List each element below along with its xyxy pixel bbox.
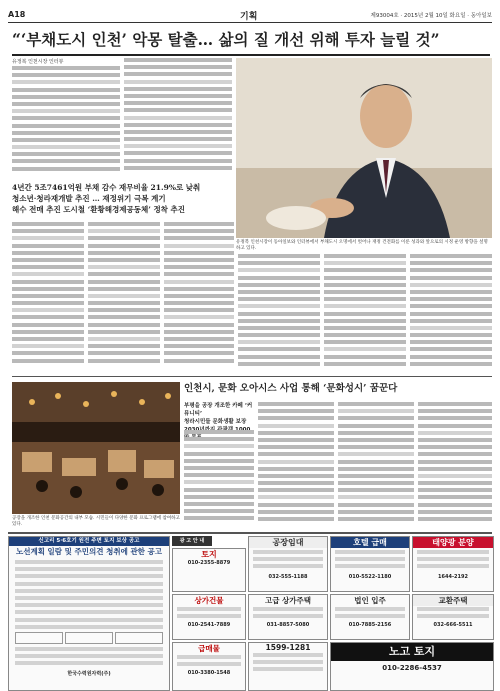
classified-phone: 010-5522-1180 [348, 573, 392, 580]
classified-ad [248, 642, 328, 691]
classified-phone: 010-2355-8879 [187, 560, 231, 566]
section-divider [12, 376, 492, 377]
page-number: A18 [8, 10, 26, 19]
issue-meta: 제93004호 · 2015년 2월 10일 화요일 · 동아일보 [370, 13, 492, 19]
classified-ad [412, 594, 494, 640]
classified-banner: 광 고 안 내 [172, 536, 212, 546]
main-headline: “‘부채도시 인천’ 악몽 탈출… 삶의 질 개선 위해 투자 늘릴 것” [12, 26, 490, 56]
classified-title: 호텔 급매 [331, 537, 409, 548]
culture-space-photo [12, 382, 180, 514]
subhead: 부평을 공장 개조한 카페 ‘커뮤니티’ [184, 403, 253, 417]
classified-title: 교환주택 [413, 595, 493, 606]
subhead: 청라시민들 문화생활 보장 [184, 419, 247, 425]
culture-text-col-4 [418, 402, 492, 530]
classified-title: 급매물 [198, 644, 220, 653]
article-text-col-5 [164, 222, 234, 372]
classified-ad [172, 548, 246, 592]
secondary-headline: 인천시, 문화 오아시스 사업 통해 ‘문화성시’ 꿈꾼다 [184, 383, 398, 394]
classified-ad [330, 536, 410, 592]
article-byline: 유정복 인천시장 인터뷰 [12, 59, 64, 65]
classified-ad [330, 642, 494, 691]
classified-title: 태양광 분양 [413, 537, 493, 548]
subhead: 해수 전매 추진 도시철 ‘환황해경제공동체’ 정착 추진 [12, 205, 186, 214]
article-text-col-6 [238, 254, 320, 372]
top-subheads [12, 182, 232, 215]
classified-ad [248, 594, 328, 640]
classified-phone: 031-8857-5080 [266, 622, 310, 629]
classified-title: 토지 [201, 550, 217, 559]
article-text-col-8 [410, 254, 492, 372]
interview-photo [236, 58, 492, 238]
classified-ad [248, 536, 328, 592]
classified-ad [412, 536, 494, 592]
classified-title: 고급 상가주택 [264, 596, 312, 605]
classified-title: 공장임대 [249, 537, 327, 548]
public-notice-ad [8, 536, 170, 691]
classified-phone: 032-666-5511 [433, 622, 473, 629]
classified-phone: 010-7885-2156 [348, 622, 392, 629]
ad-divider [8, 532, 492, 534]
culture-text-col-2 [258, 402, 334, 530]
culture-text-col-1 [184, 430, 254, 530]
photo-caption: 유정복 인천시장이 동아일보와 인터뷰에서 부채도시 오명에서 벗어나 재정 건전화를 이룬 성과와 앞으로의 시정 운영 방향을 설명하고 있다. [236, 240, 488, 251]
notice-title: 신고리 5·6호기 원전 주변 토지 보상 공고 [9, 537, 169, 546]
subhead: 4년간 5조7461억원 부채 감수 재무비율 21.9%로 낮춰 [12, 183, 201, 192]
classified-phone: 1644-2192 [438, 573, 468, 580]
classified-ad [172, 594, 246, 640]
classified-title: 1599-1281 [265, 643, 311, 652]
article-text-col-7 [324, 254, 406, 372]
article-text-col-2 [124, 58, 232, 176]
classified-phone: 010-3380-1548 [187, 670, 231, 677]
article-text-col-4 [88, 222, 160, 372]
classified-ad [172, 642, 246, 691]
classified-title: 법인 입주 [354, 596, 386, 605]
classified-title: 상가건물 [194, 596, 224, 605]
article-text-col-3 [12, 222, 84, 372]
classified-phone: 032-555-1188 [268, 573, 308, 580]
subhead: 청소년·청라재개발 추진 … 재정위기 극복 계기 [12, 194, 166, 203]
classified-phone: 010-2286-4537 [382, 664, 442, 672]
classified-phone: 010-2541-7889 [187, 622, 231, 629]
section-title: 기획 [240, 12, 258, 22]
notice-heading: 노선계획 일람 및 주민의견 청취에 관한 공고 [15, 547, 163, 556]
notice-footer: 한국수력원자력(주) [67, 671, 111, 678]
masthead [8, 6, 492, 23]
article-text-col-1 [12, 66, 120, 176]
classified-title: 노고 토지 [331, 643, 493, 661]
culture-photo-caption: 공장을 개조한 인천 문화공간의 내부 모습. 시민들이 다양한 문화 프로그램에 참여하고 있다. [12, 516, 180, 527]
culture-text-col-3 [338, 402, 414, 530]
classified-ad [330, 594, 410, 640]
